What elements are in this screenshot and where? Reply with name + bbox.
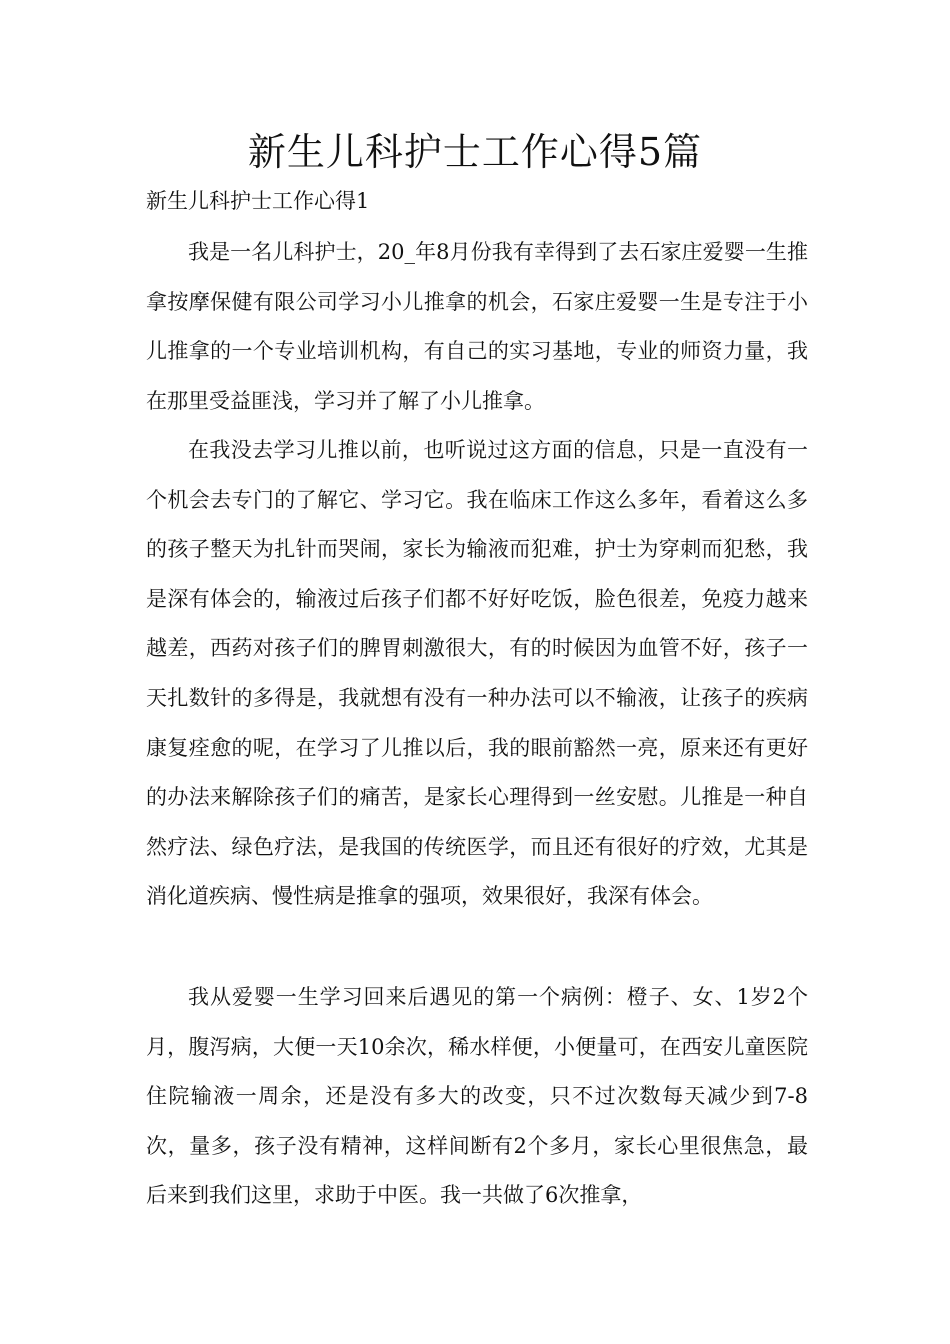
body-paragraph: 我是一名儿科护士，20_年8月份我有幸得到了去石家庄爱婴一生推拿按摩保健有限公司学习小儿推拿的机会，石家庄爱婴一生是专注于小儿推拿的一个专业培训机构，有自己的实习基地，专业的师资力量，我在那里受益匪浅，学习并了解了小儿推拿。 bbox=[146, 240, 808, 413]
document-title: 新生儿科护士工作心得5篇 bbox=[247, 130, 703, 174]
body-paragraph: 在我没去学习儿推以前，也听说过这方面的信息，只是一直没有一个机会去专门的了解它、学习它。我在临床工作这么多年，看着这么多的孩子整天为扎针而哭闹，家长为输液而犯难，护士为穿刺而犯愁，我是深有体会的，输液过后孩子们都不好好吃饭，脸色很差，免疫力越来越差，西药对孩子们的脾胃刺激很大，有的时候因为血管不好，孩子一天扎数针的多得是，我就想有没有一种办法可以不输液，让孩子的疾病康复痊愈的呢，在学习了儿推以后，我的眼前豁然一亮，原来还有更好的办法来解除孩子们的痛苦，是家长心理得到一丝安慰。儿推是一种自然疗法、绿色疗法，是我国的传统医学，而且还有很好的疗效，尤其是消化道疾病、慢性病是推拿的强项，效果很好，我深有体会。 bbox=[146, 438, 808, 909]
body-paragraph: 我从爱婴一生学习回来后遇见的第一个病例：橙子、女、1岁2个月，腹泻病，大便一天10余次，稀水样便，小便量可，在西安儿童医院住院输液一周余，还是没有多大的改变，只不过次数每天减少到7-8次，量多，孩子没有精神，这样间断有2个多月，家长心里很焦急，最后来到我们这里，求助于中医。我一共做了6次推拿， bbox=[146, 985, 808, 1208]
section-heading: 新生儿科护士工作心得1 bbox=[146, 189, 370, 213]
